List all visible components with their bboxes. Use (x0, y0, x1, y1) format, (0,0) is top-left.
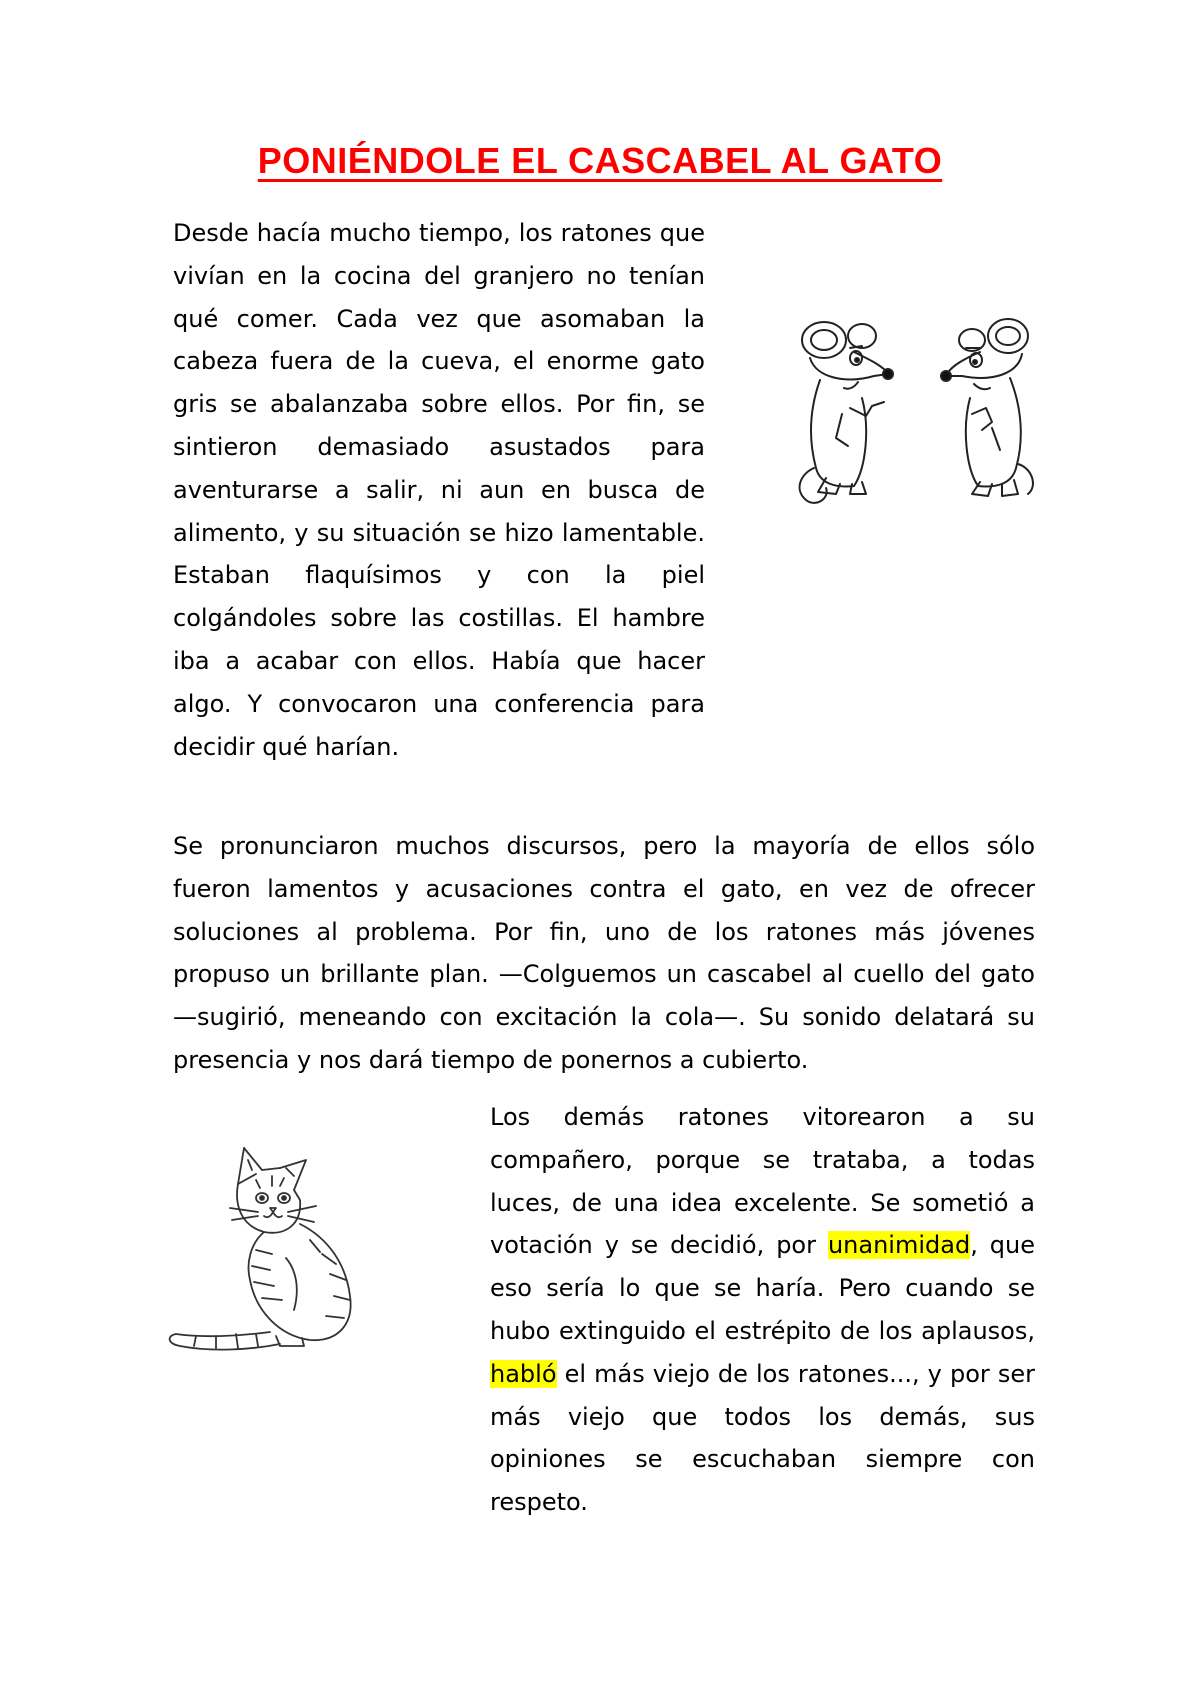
paragraph-votacion-part-1: Los demás ratones vitorearon a su compañero, porque se trataba, a todas luces, de una idea excelente. Se sometió a votación y se decidió, por (490, 1103, 1035, 1260)
paragraph-votacion-part-2: , que eso sería lo que se haría. Pero cuando se hubo extinguido el estrépito de los aplausos, (490, 1231, 1035, 1345)
two-mice-illustration (796, 318, 1036, 538)
highlight-unanimidad: unanimidad (827, 1231, 971, 1260)
highlight-hablo: habló (490, 1359, 557, 1388)
document-title: PONIÉNDOLE EL CASCABEL AL GATO (257, 140, 943, 181)
paragraph-votacion-part-3: el más viejo de los ratones..., y por ser más viejo que todos los demás, sus opiniones se escuchaban siempre con respeto. (490, 1359, 1035, 1517)
paragraph-intro: Desde hacía mucho tiempo, los ratones que vivían en la cocina del granjero no tenían qué comer. Cada vez que asomaban la cabeza fuera de la cueva, el enorme gato gris se abalanzaba sobre ellos. Por fin, se sintieron demasiado asustados para aventurarse a salir, ni aun en busca de alimento, y su situación se hizo lamentable. Estaban flaquísimos y con la piel colgándoles sobre las costillas. El hambre iba a acabar con ellos. Había que hacer algo. Y convocaron una conferencia para decidir qué harían. (173, 219, 705, 761)
paragraph-discursos: Se pronunciaron muchos discursos, pero la mayoría de ellos sólo fueron lamentos y acusaciones contra el gato, en vez de ofrecer soluciones al problema. Por fin, uno de los ratones más jóvenes propuso un brillante plan. —Colguemos un cascabel al cuello del gato —sugirió, meneando con excitación la cola—. Su sonido delatará su presencia y nos dará tiempo de ponernos a cubierto. (173, 832, 1035, 1074)
kitten-illustration (160, 1140, 380, 1365)
paragraph-votacion (490, 1096, 1035, 1524)
